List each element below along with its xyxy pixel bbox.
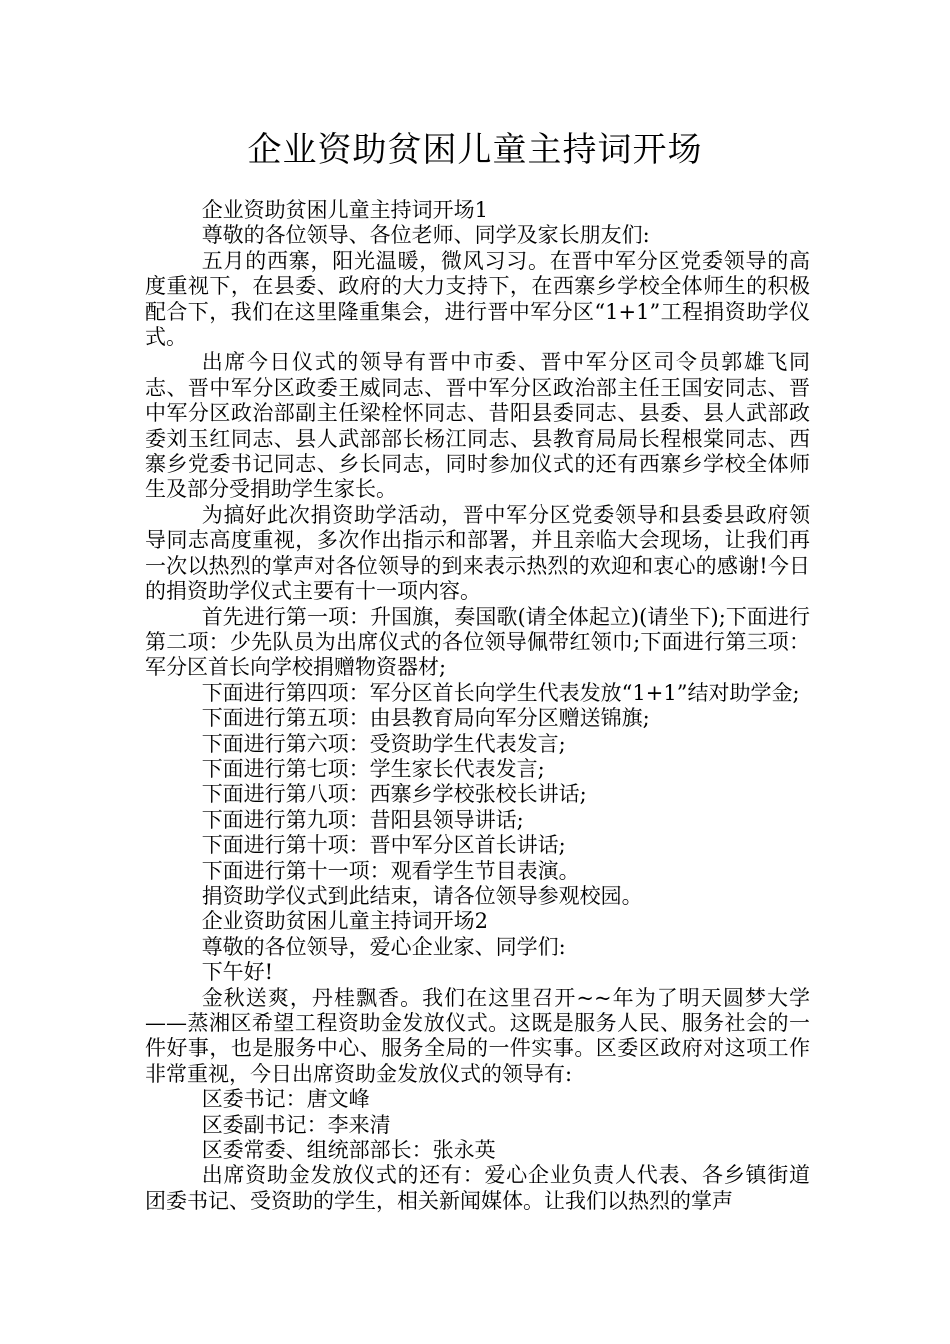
salutation-1: 尊敬的各位领导、各位老师、同学及家长朋友们:	[201, 223, 650, 248]
agenda-item: 下面进行第十一项：观看学生节目表演。	[201, 858, 580, 883]
section-heading-1: 企业资助贫困儿童主持词开场1	[201, 198, 489, 222]
paragraph: 出席资助金发放仪式的还有：爱心企业负责人代表、各乡镇街道团委书记、受资助的学生，相关新闻媒体。让我们以热烈的掌声	[145, 1163, 810, 1213]
agenda-item: 下面进行第八项：西寨乡学校张校长讲话;	[201, 782, 587, 807]
paragraph: 为搞好此次捐资助学活动，晋中军分区党委领导和县委县政府领导同志高度重视，多次作出指示和部署，并且亲临大会现场，让我们再一次以热烈的掌声对各位领导的到来表示热烈的欢迎和衷心的感谢!今日的捐资助学仪式主要有十一项内容。	[145, 502, 810, 604]
paragraph: 五月的西寨，阳光温暖，微风习习。在晋中军分区党委领导的高度重视下，在县委、政府的大力支持下，在西寨乡学校全体师生的积极配合下，我们在这里隆重集会，进行晋中军分区“1+1”工程捐资助学仪式。	[145, 248, 810, 350]
attendee-line: 区委副书记：李来清	[201, 1112, 391, 1137]
paragraph: 金秋送爽，丹桂飘香。我们在这里召开~~年为了明天圆梦大学——蒸湘区希望工程资助金发放仪式。这既是服务人民、服务社会的一件好事，也是服务中心、服务全局的一件实事。区委区政府对这项工作非常重视，今日出席资助金发放仪式的领导有:	[145, 985, 810, 1086]
agenda-item: 下面进行第五项：由县教育局向军分区赠送锦旗;	[201, 706, 650, 731]
attendee-line: 区委书记：唐文峰	[201, 1087, 370, 1112]
paragraph: 捐资助学仪式到此结束，请各位领导参观校园。	[201, 883, 643, 908]
greeting: 下午好!	[201, 960, 274, 985]
agenda-item: 下面进行第七项：学生家长代表发言;	[201, 756, 545, 781]
paragraph: 出席今日仪式的领导有晋中市委、晋中军分区司令员郭雄飞同志、晋中军分区政委王威同志、晋中军分区政治部主任王国安同志、晋中军分区政治部副主任梁栓怀同志、昔阳县委同志、县委、县人武部政委刘玉红同志、县人武部部长杨江同志、县教育局局长程根棠同志、西寨乡党委书记同志、乡长同志，同时参加仪式的还有西寨乡学校全体师生及部分受捐助学生家长。	[145, 350, 810, 502]
section-heading-2: 企业资助贫困儿童主持词开场2	[201, 909, 489, 934]
attendee-line: 区委常委、组统部部长：张永英	[201, 1138, 496, 1163]
document-title: 企业资助贫困儿童主持词开场	[247, 130, 703, 170]
agenda-item: 下面进行第十项：晋中军分区首长讲话;	[201, 833, 566, 858]
document-body	[145, 198, 810, 1214]
salutation-2: 尊敬的各位领导，爱心企业家、同学们:	[201, 934, 566, 959]
paragraph: 首先进行第一项：升国旗，奏国歌(请全体起立)(请坐下);下面进行第二项：少先队员为出席仪式的各位领导佩带红领巾;下面进行第三项：军分区首长向学校捐赠物资器材;	[145, 604, 810, 680]
agenda-item: 下面进行第六项：受资助学生代表发言;	[201, 731, 566, 756]
paragraph: 下面进行第四项：军分区首长向学生代表发放“1+1”结对助学金;	[201, 680, 800, 705]
agenda-item: 下面进行第九项：昔阳县领导讲话;	[201, 807, 524, 832]
